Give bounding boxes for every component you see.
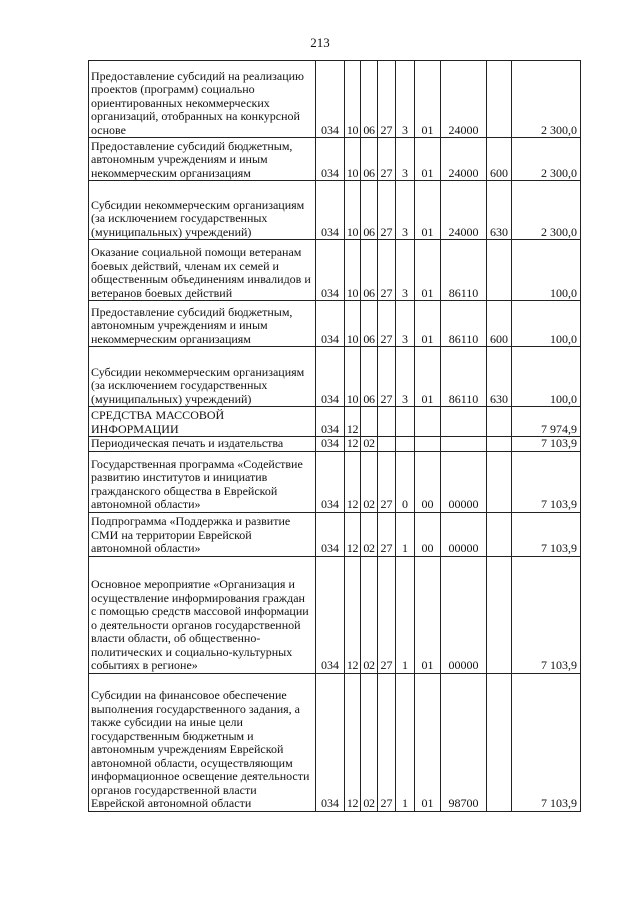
program-code: 27: [378, 138, 396, 181]
event-code: [415, 437, 441, 452]
event-code: 01: [415, 347, 441, 407]
subprogram-code: 3: [396, 138, 415, 181]
amount: 7 103,9: [512, 451, 581, 512]
table-row: [89, 673, 581, 811]
direction-code: 86110: [441, 240, 487, 301]
program-code: [378, 437, 396, 452]
section-code: 12: [345, 556, 361, 673]
program-code: 27: [378, 61, 396, 138]
row-name: Субсидии на финансовое обеспечение выполнения государственного задания, а также субсидии на иные цели государственным бюджетным и автономным учреждениям Еврейской автономной области, осуществляющим информационное освещение деятельности органов государственной власти Еврейской автономной области: [89, 673, 316, 811]
table-row: [89, 556, 581, 673]
table-row: [89, 512, 581, 556]
expense-type-code: 600: [487, 138, 512, 181]
subprogram-code: 1: [396, 556, 415, 673]
subsection-code: 02: [361, 556, 378, 673]
direction-code: 86110: [441, 347, 487, 407]
subsection-code: 02: [361, 437, 378, 452]
subsection-code: [361, 407, 378, 437]
row-name: Оказание социальной помощи ветеранам боевых действий, членам их семей и общественным объединениям инвалидов и ветеранов боевых действий: [89, 240, 316, 301]
program-code: 27: [378, 512, 396, 556]
ministry-code: 034: [316, 512, 345, 556]
expense-type-code: [487, 407, 512, 437]
amount: 7 103,9: [512, 512, 581, 556]
ministry-code: 034: [316, 673, 345, 811]
program-code: 27: [378, 181, 396, 240]
direction-code: [441, 407, 487, 437]
expense-type-code: 630: [487, 347, 512, 407]
ministry-code: 034: [316, 347, 345, 407]
section-code: 12: [345, 407, 361, 437]
event-code: 01: [415, 556, 441, 673]
row-name: Основное мероприятие «Организация и осуществление информирования граждан с помощью средств массовой информации о деятельности органов государственной власти области, об общественно-политических и социально-культурных событиях в регионе»: [89, 556, 316, 673]
ministry-code: 034: [316, 301, 345, 347]
event-code: 00: [415, 512, 441, 556]
direction-code: [441, 437, 487, 452]
expense-type-code: [487, 437, 512, 452]
subsection-code: 06: [361, 240, 378, 301]
subsection-code: 02: [361, 673, 378, 811]
ministry-code: 034: [316, 181, 345, 240]
table-row: [89, 61, 581, 138]
row-name: Периодическая печать и издательства: [89, 437, 316, 452]
amount: 2 300,0: [512, 138, 581, 181]
amount: 7 103,9: [512, 437, 581, 452]
table-row: [89, 347, 581, 407]
table-row: [89, 240, 581, 301]
subsection-code: 02: [361, 451, 378, 512]
row-name: Подпрограмма «Поддержка и развитие СМИ на территории Еврейской автономной области»: [89, 512, 316, 556]
subprogram-code: 3: [396, 240, 415, 301]
section-code: 12: [345, 512, 361, 556]
section-code: 12: [345, 437, 361, 452]
program-code: 27: [378, 451, 396, 512]
subprogram-code: 1: [396, 673, 415, 811]
expense-type-code: [487, 512, 512, 556]
ministry-code: 034: [316, 61, 345, 138]
direction-code: 86110: [441, 301, 487, 347]
direction-code: 00000: [441, 556, 487, 673]
amount: 7 974,9: [512, 407, 581, 437]
expense-type-code: 630: [487, 181, 512, 240]
row-name: Субсидии некоммерческим организациям (за исключением государственных (муниципальных) учреждений): [89, 181, 316, 240]
expense-type-code: [487, 240, 512, 301]
row-name: Предоставление субсидий бюджетным, автономным учреждениям и иным некоммерческим организациям: [89, 138, 316, 181]
direction-code: 00000: [441, 451, 487, 512]
row-name: СРЕДСТВА МАССОВОЙ ИНФОРМАЦИИ: [89, 407, 316, 437]
expense-type-code: [487, 556, 512, 673]
ministry-code: 034: [316, 451, 345, 512]
subsection-code: 06: [361, 61, 378, 138]
ministry-code: 034: [316, 138, 345, 181]
subprogram-code: [396, 407, 415, 437]
table-row: [89, 437, 581, 452]
event-code: [415, 407, 441, 437]
subsection-code: 06: [361, 181, 378, 240]
event-code: 01: [415, 240, 441, 301]
table-row: [89, 407, 581, 437]
table-row: [89, 451, 581, 512]
table-row: [89, 138, 581, 181]
amount: 2 300,0: [512, 61, 581, 138]
section-code: 10: [345, 301, 361, 347]
ministry-code: 034: [316, 240, 345, 301]
amount: 100,0: [512, 240, 581, 301]
event-code: 01: [415, 181, 441, 240]
expense-type-code: [487, 673, 512, 811]
event-code: 01: [415, 61, 441, 138]
amount: 100,0: [512, 301, 581, 347]
event-code: 01: [415, 301, 441, 347]
subprogram-code: [396, 437, 415, 452]
section-code: 10: [345, 347, 361, 407]
program-code: [378, 407, 396, 437]
subsection-code: 06: [361, 347, 378, 407]
direction-code: 00000: [441, 512, 487, 556]
row-name: Предоставление субсидий на реализацию проектов (программ) социально ориентированных некоммерческих организаций, отобранных на конкурсной основе: [89, 61, 316, 138]
program-code: 27: [378, 301, 396, 347]
row-name: Государственная программа «Содействие развитию институтов и инициатив гражданского общества в Еврейской автономной области»: [89, 451, 316, 512]
subprogram-code: 0: [396, 451, 415, 512]
section-code: 12: [345, 673, 361, 811]
direction-code: 24000: [441, 61, 487, 138]
expense-type-code: 600: [487, 301, 512, 347]
subprogram-code: 3: [396, 301, 415, 347]
amount: 2 300,0: [512, 181, 581, 240]
table-row: [89, 301, 581, 347]
section-code: 10: [345, 138, 361, 181]
amount: 100,0: [512, 347, 581, 407]
ministry-code: 034: [316, 556, 345, 673]
subprogram-code: 1: [396, 512, 415, 556]
direction-code: 24000: [441, 181, 487, 240]
event-code: 01: [415, 138, 441, 181]
event-code: 01: [415, 673, 441, 811]
page-number: 213: [310, 35, 330, 50]
subprogram-code: 3: [396, 347, 415, 407]
program-code: 27: [378, 347, 396, 407]
expense-type-code: [487, 61, 512, 138]
subprogram-code: 3: [396, 181, 415, 240]
subsection-code: 06: [361, 301, 378, 347]
direction-code: 98700: [441, 673, 487, 811]
direction-code: 24000: [441, 138, 487, 181]
subsection-code: 02: [361, 512, 378, 556]
row-name: Предоставление субсидий бюджетным, автономным учреждениям и иным некоммерческим организациям: [89, 301, 316, 347]
table-row: [89, 181, 581, 240]
expense-type-code: [487, 451, 512, 512]
amount: 7 103,9: [512, 673, 581, 811]
section-code: 12: [345, 451, 361, 512]
subprogram-code: 3: [396, 61, 415, 138]
amount: 7 103,9: [512, 556, 581, 673]
program-code: 27: [378, 673, 396, 811]
budget-table: [88, 60, 581, 812]
program-code: 27: [378, 240, 396, 301]
program-code: 27: [378, 556, 396, 673]
event-code: 00: [415, 451, 441, 512]
row-name: Субсидии некоммерческим организациям (за исключением государственных (муниципальных) учреждений): [89, 347, 316, 407]
ministry-code: 034: [316, 437, 345, 452]
section-code: 10: [345, 61, 361, 138]
ministry-code: 034: [316, 407, 345, 437]
subsection-code: 06: [361, 138, 378, 181]
section-code: 10: [345, 181, 361, 240]
section-code: 10: [345, 240, 361, 301]
